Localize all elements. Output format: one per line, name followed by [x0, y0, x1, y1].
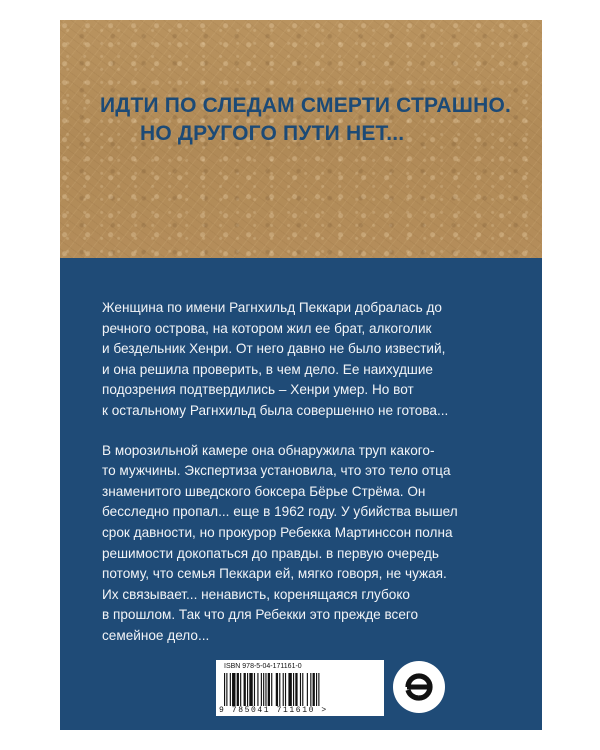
text-line: В морозильной камере она обнаружила труп какого-	[102, 442, 435, 458]
tagline-line-2: НО ДРУГОГО ПУТИ НЕТ...	[140, 122, 405, 145]
text-line: то мужчины. Экспертиза установила, что это тело отца	[102, 463, 451, 479]
text-line: бесследно пропал... еще в 1962 году. У убийства вышел	[102, 504, 458, 520]
barcode-bar	[288, 673, 291, 706]
text-line: к остальному Рагнхильд была совершенно не готова...	[102, 402, 449, 418]
barcode-bar	[310, 673, 311, 706]
paragraph-1	[102, 298, 518, 422]
barcode-bar	[230, 673, 231, 706]
barcode-bar	[224, 673, 225, 706]
text-line: решимости докопаться до правды. в первую очередь	[102, 545, 439, 561]
text-line: потому, что семья Пеккари ей, мягко говоря, не чужая.	[102, 566, 447, 582]
barcode-bar	[295, 673, 297, 706]
text-line: подозрения подтвердились – Хенри умер. Но вот	[102, 382, 414, 398]
barcode-bar	[307, 673, 308, 706]
book-back-cover	[60, 20, 542, 730]
eksmo-logo-icon	[392, 660, 446, 714]
barcode-bar	[265, 673, 266, 706]
barcode-bar	[300, 673, 301, 706]
barcode-bar	[293, 673, 294, 706]
text-line: Женщина по имени Рагнхильд Пеккари добралась до	[102, 300, 442, 315]
barcode-bar	[247, 673, 248, 706]
barcode-bar	[249, 673, 252, 706]
barcode-bar	[276, 673, 278, 706]
barcode-bar	[263, 673, 264, 706]
barcode-bar	[261, 673, 262, 706]
text-line: семейное дело...	[102, 627, 210, 643]
barcode-bar	[313, 673, 315, 706]
barcode-bar	[285, 673, 286, 706]
barcode-bar	[254, 673, 255, 706]
description-text	[102, 298, 518, 666]
tagline-line-1: ИДТИ ПО СЛЕДАМ СМЕРТИ СТРАШНО.	[100, 94, 512, 117]
barcode-bar	[283, 673, 284, 706]
text-line: Их связывает... ненависть, коренящаяся глубоко	[102, 586, 410, 602]
text-line: срок давности, но прокурор Ребекка Мартинссон полна	[102, 524, 453, 540]
barcode-bar	[279, 673, 280, 706]
barcode-bar	[316, 673, 317, 706]
barcode-bar	[240, 673, 241, 706]
barcode-digits: 9 785041 711610 >	[219, 706, 328, 715]
barcode-bar	[318, 673, 319, 706]
text-line: и бездельник Хенри. От него давно не было известий,	[102, 341, 446, 357]
description-panel	[60, 258, 542, 730]
barcode-bar	[244, 673, 246, 706]
text-line: и она решила проверить, в чем дело. Ее наихудшие	[102, 361, 433, 377]
barcode-bar	[232, 673, 235, 706]
text-line: знаменитого шведского боксера Бёрье Стрёма. Он	[102, 483, 426, 499]
barcode-bar	[257, 673, 258, 706]
barcode-bar	[226, 673, 227, 706]
tagline	[100, 92, 520, 148]
kraft-paper-panel	[60, 20, 542, 258]
isbn-label: ISBN 978-5-04-171161-0	[224, 663, 302, 670]
text-line: в прошлом. Так что для Ребекки это прежде всего	[102, 607, 419, 623]
barcode-bar	[302, 673, 303, 706]
barcode-bar	[268, 673, 270, 706]
barcode-bars	[222, 673, 378, 707]
barcode-bar	[271, 673, 272, 706]
barcode	[216, 660, 384, 716]
barcode-bar	[237, 673, 239, 706]
text-line: речного острова, на котором жил ее брат, алкоголик	[102, 320, 432, 336]
paragraph-2	[102, 441, 518, 647]
